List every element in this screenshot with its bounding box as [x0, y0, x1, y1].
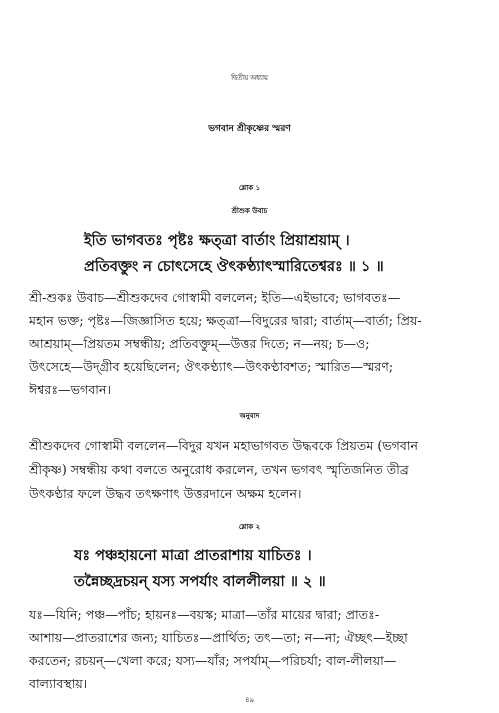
verse-1-heading: শ্লোক ১ — [238, 183, 261, 192]
translation-heading: অনুবাদ — [239, 411, 260, 420]
verse-1-line-2: প্রতিবক্তুং ন চোৎসেহে ঔৎকণ্ঠ্যাৎস্মারিতেশ্বরঃ ॥ ১ ॥ — [84, 258, 384, 275]
chapter-title: ভগবান শ্রীকৃষ্ণের স্মরণ — [208, 124, 291, 134]
translation-line-1: শ্রীশুকদেব গোস্বামী বললেন—বিদুর যখন মহাভাগবত উদ্ধবকে প্রিয়তম (ভগবান — [29, 438, 419, 453]
translation-line-3: উৎকণ্ঠার ফলে উদ্ধব তৎক্ষণাৎ উত্তরদানে অক্ষম হলেন। — [29, 486, 302, 501]
verse-2-synonyms-line-3: করতেন; রচয়ন্—খেলা করে; যস্য—যাঁর; সপর্যাম্—পরিচর্যা; বাল-লীলয়া— — [29, 653, 397, 668]
verse-1-line-1: ইতি ভাগবতঃ পৃষ্টঃ ক্ষত্ত্রা বার্তাং প্রিয়াশ্রয়াম্ । — [84, 232, 350, 249]
verse-1-synonyms-line-1: শ্রী-শুকঃ উবাচ—শ্রীশুকদেব গোস্বামী বললেন; ইতি—এইভাবে; ভাগবতঃ— — [29, 290, 401, 305]
verse-2-line-1: যঃ পঞ্চহায়নো মাত্রা প্রাতরাশায় যাচিতঃ । — [74, 547, 312, 564]
verse-2-synonyms-line-1: যঃ—যিনি; পঞ্চ—পাঁচ; হায়নঃ—বয়স্ক; মাত্রা—তাঁর মায়ের দ্বারা; প্রাতঃ- — [29, 607, 380, 622]
verse-1-synonyms-line-3: আশ্রয়াম্—প্রিয়তম সম্বন্ধীয়; প্রতিবক্তুম্—উত্তর দিতে; ন—নয়; চ—ও; — [29, 336, 370, 351]
verse-2-line-2: তন্নৈচ্ছদ্রচয়ন্ যস্য সপর্যাং বাললীলয়া ॥ ২ ॥ — [74, 573, 326, 590]
verse-2-synonyms-line-2: আশায়—প্রাতরাশের জন্য; যাচিতঃ—প্রার্থিত; তৎ—তা; ন—না; ঐচ্ছৎ—ইচ্ছা — [29, 630, 408, 645]
chapter-number-title: দ্বিতীয় অধ্যায় — [231, 74, 268, 82]
page-number: ৪৯ — [245, 696, 254, 704]
verse-1-synonyms-line-4: উৎসেহে—উদ্গ্রীব হয়েছিলেন; ঔৎকণ্ঠ্যাৎ—উৎকণ্ঠাবশত; স্মারিত—স্মরণ; — [29, 359, 394, 374]
verse-2-heading: শ্লোক ২ — [238, 522, 261, 531]
verse-1-synonyms-line-2: মহান ভক্ত; পৃষ্টঃ—জিজ্ঞাসিত হয়ে; ক্ষত্ত্রা—বিদুরের দ্বারা; বার্তাম্—বার্তা; প্রিয়- — [29, 313, 422, 328]
verse-1-synonyms-line-5: ঈশ্বরঃ—ভগবান। — [29, 382, 111, 397]
verse-1-speaker: শ্রীশুক উবাচ — [231, 206, 268, 215]
verse-2-synonyms-line-4: বাল্যাবস্থায়। — [29, 676, 88, 691]
translation-line-2: শ্রীকৃষ্ণ) সম্বন্ধীয় কথা বলতে অনুরোধ করলেন, তখন ভগবৎ স্মৃতিজনিত তীব্র — [29, 462, 409, 477]
